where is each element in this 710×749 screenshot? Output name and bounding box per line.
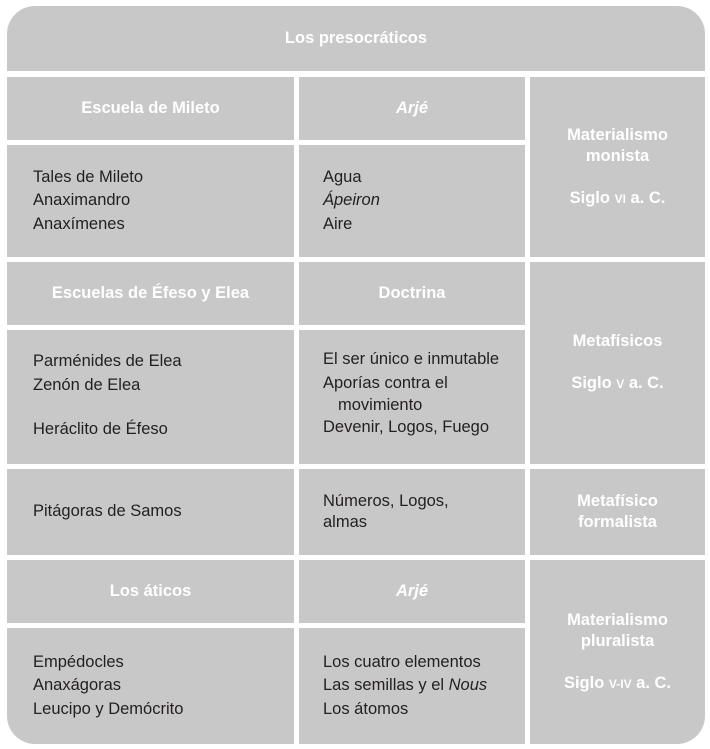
doctrine-value: almas [323,513,368,531]
table-title-text: Los presocráticos [284,29,428,47]
philosopher-name: Pitágoras de Samos [33,502,182,521]
pitagoras-doctrine [299,469,525,555]
arje-value: Las semillas y el Nous [323,676,488,695]
classification-line: Metafísicos [572,332,663,350]
philosopher-name: Leucipo y Demócrito [33,699,184,718]
mileto-school-header: Escuela de Mileto [7,77,294,140]
philosopher-name: Tales de Mileto [33,167,144,186]
century-label: Siglo VI a. C. [569,188,666,207]
mileto-arje-header: Arjé [299,77,525,140]
classification-line: formalista [578,513,657,531]
philosopher-name: Anaximandro [33,191,131,210]
mileto-arje-values [299,145,525,257]
philosopher-name: Anaxímenes [33,214,125,233]
classification-line: Materialismo [567,125,668,144]
classification-line: pluralista [580,631,655,650]
mileto-classification [530,77,705,257]
classification-line: monista [585,146,650,165]
efeso-doctrines [299,330,525,464]
philosopher-name: Parménides de Elea [33,352,182,370]
aticos-header: Los áticos [7,560,294,623]
century-label: Siglo V-IV a. C. [563,673,672,692]
pitagoras-row [7,469,294,555]
philosopher-name: Zenón de Elea [33,376,141,394]
doctrine-value: Aporías contra el [323,374,448,392]
efeso-philosophers [7,330,294,464]
arje-value: Ápeiron [323,191,380,210]
doctrine-value: El ser único e inmutable [323,350,500,368]
efeso-elea-header: Escuelas de Éfeso y Elea [7,262,294,325]
arje-value: Aire [323,214,353,233]
pitagoras-classification [530,469,705,555]
mileto-philosophers [7,145,294,257]
aticos-philosophers [7,628,294,744]
arje-value: Los cuatro elementos [323,652,481,671]
classification-line: Metafísico [577,492,658,510]
doctrine-value-cont: movimiento [338,396,423,414]
table-title [7,6,705,71]
aticos-arje-values [299,628,525,744]
classification-line: Materialismo [567,610,668,629]
aticos-classification [530,560,705,744]
philosopher-name: Empédocles [33,652,124,671]
doctrine-value: Números, Logos, [323,492,449,510]
aticos-arje-header: Arjé [299,560,525,623]
arje-value: Agua [323,167,362,186]
arje-value: Los átomos [323,699,409,718]
doctrine-value: Devenir, Logos, Fuego [323,418,490,436]
efeso-classification [530,262,705,464]
philosopher-name: Anaxágoras [33,676,122,695]
philosopher-name: Heráclito de Éfeso [33,420,168,438]
doctrina-header: Doctrina [299,262,525,325]
century-label: Siglo V a. C. [571,374,664,392]
